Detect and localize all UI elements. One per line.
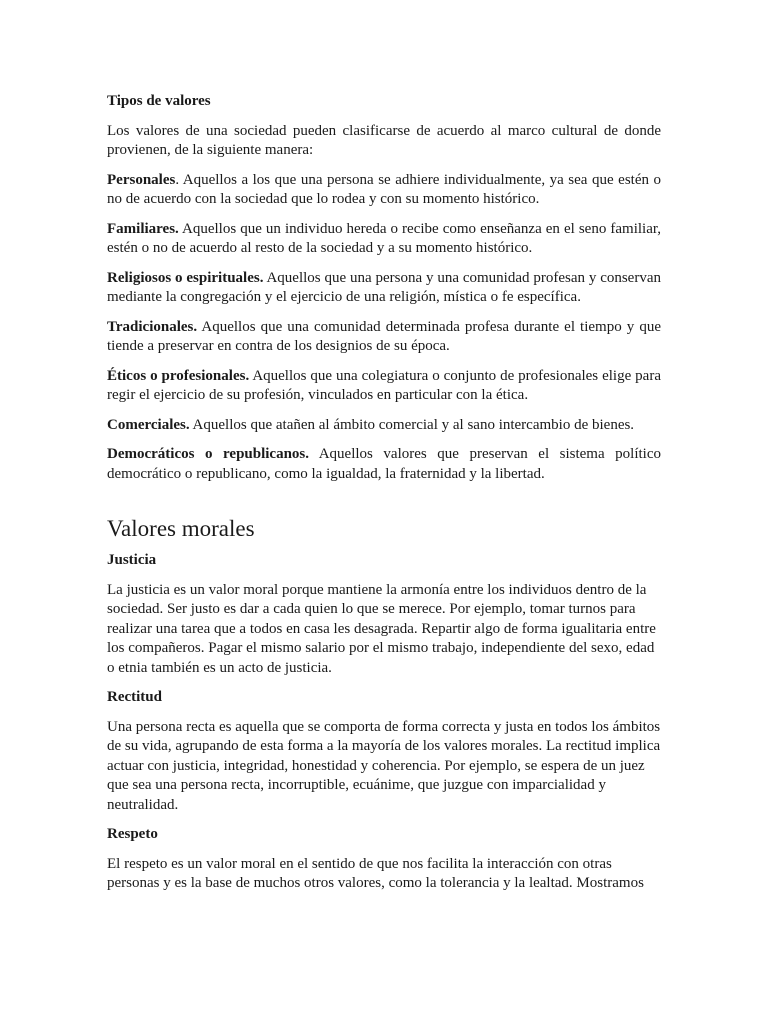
valores-morales-title: Valores morales: [107, 516, 255, 541]
tipo-text: Aquellos que una comunidad determinada profesa durante el tiempo y que tiende a preservar en contra de los designios de su época.: [107, 318, 661, 354]
tipo-tradicionales: [107, 318, 661, 357]
tipo-comerciales: [107, 416, 661, 436]
tipo-text: . Aquellos a los que una persona se adhiere individualmente, ya sea que estén o no de acuerdo con la sociedad que lo rodea y con su momento histórico.: [107, 171, 661, 207]
tipo-text: Aquellos que una colegiatura o conjunto de profesionales elige para regir el ejercicio de su profesión, vinculados en particular con la ética.: [107, 367, 661, 403]
tipo-familiares: [107, 220, 661, 259]
document-body: [107, 92, 661, 904]
tipo-religiosos: [107, 269, 661, 308]
tipo-text: Aquellos que atañen al ámbito comercial y al sano intercambio de bienes.: [189, 416, 635, 433]
justicia-text: La justicia es un valor moral porque mantiene la armonía entre los individuos dentro de la sociedad. Ser justo es dar a cada quien lo que se merece. Por ejemplo, tomar turnos para realizar una tarea que a todos en casa les desagrada. Repartir algo de forma igualitaria entre los compañeros. Pagar el mismo salario por el mismo trabajo, independiente del sexo, edad o etnia también es un acto de justicia.: [107, 581, 656, 676]
tipo-term: Personales: [107, 171, 176, 188]
tipos-intro: Los valores de una sociedad pueden clasificarse de acuerdo al marco cultural de donde provienen, de la siguiente manera:: [107, 122, 661, 158]
tipo-text: Aquellos que un individuo hereda o recibe como enseñanza en el seno familiar, estén o no de acuerdo al resto de la sociedad y a su momento histórico.: [107, 220, 661, 256]
tipo-democraticos: [107, 445, 661, 484]
tipo-term: Democráticos o republicanos.: [107, 446, 310, 462]
rectitud-heading: Rectitud: [107, 689, 162, 705]
tipo-term: Tradicionales.: [107, 318, 198, 335]
justicia-heading: Justicia: [107, 552, 157, 568]
tipo-text: Aquellos que una persona y una comunidad profesan y conservan mediante la congregación y el ejercicio de una religión, mística o fe específica.: [107, 269, 661, 305]
tipo-term: Religiosos o espirituales.: [107, 269, 264, 286]
respeto-text: El respeto es un valor moral en el sentido de que nos facilita la interacción con otras personas y es la base de muchos otros valores, como la tolerancia y la lealtad. Mostramos: [107, 855, 644, 891]
rectitud-text: Una persona recta es aquella que se comporta de forma correcta y justa en todos los ámbitos de su vida, agrupando de esta forma a la mayoría de los valores morales. La rectitud implica actuar con justicia, integridad, honestidad y coherencia. Por ejemplo, se espera de un juez que sea una persona recta, incorruptible, ecuánime, que juzgue con imparcialidad y neutralidad.: [107, 718, 661, 813]
tipo-term: Familiares.: [107, 220, 179, 237]
tipo-term: Comerciales.: [107, 416, 190, 433]
tipo-personales: [107, 171, 661, 210]
tipo-term: Éticos o profesionales.: [107, 367, 250, 384]
respeto-heading: Respeto: [107, 826, 158, 842]
tipos-heading: Tipos de valores: [107, 93, 211, 109]
tipo-eticos: [107, 367, 661, 406]
tipo-text: Aquellos valores que preservan el sistema político democrático o republicano, como la igualdad, la fraternidad y la libertad.: [107, 446, 661, 482]
